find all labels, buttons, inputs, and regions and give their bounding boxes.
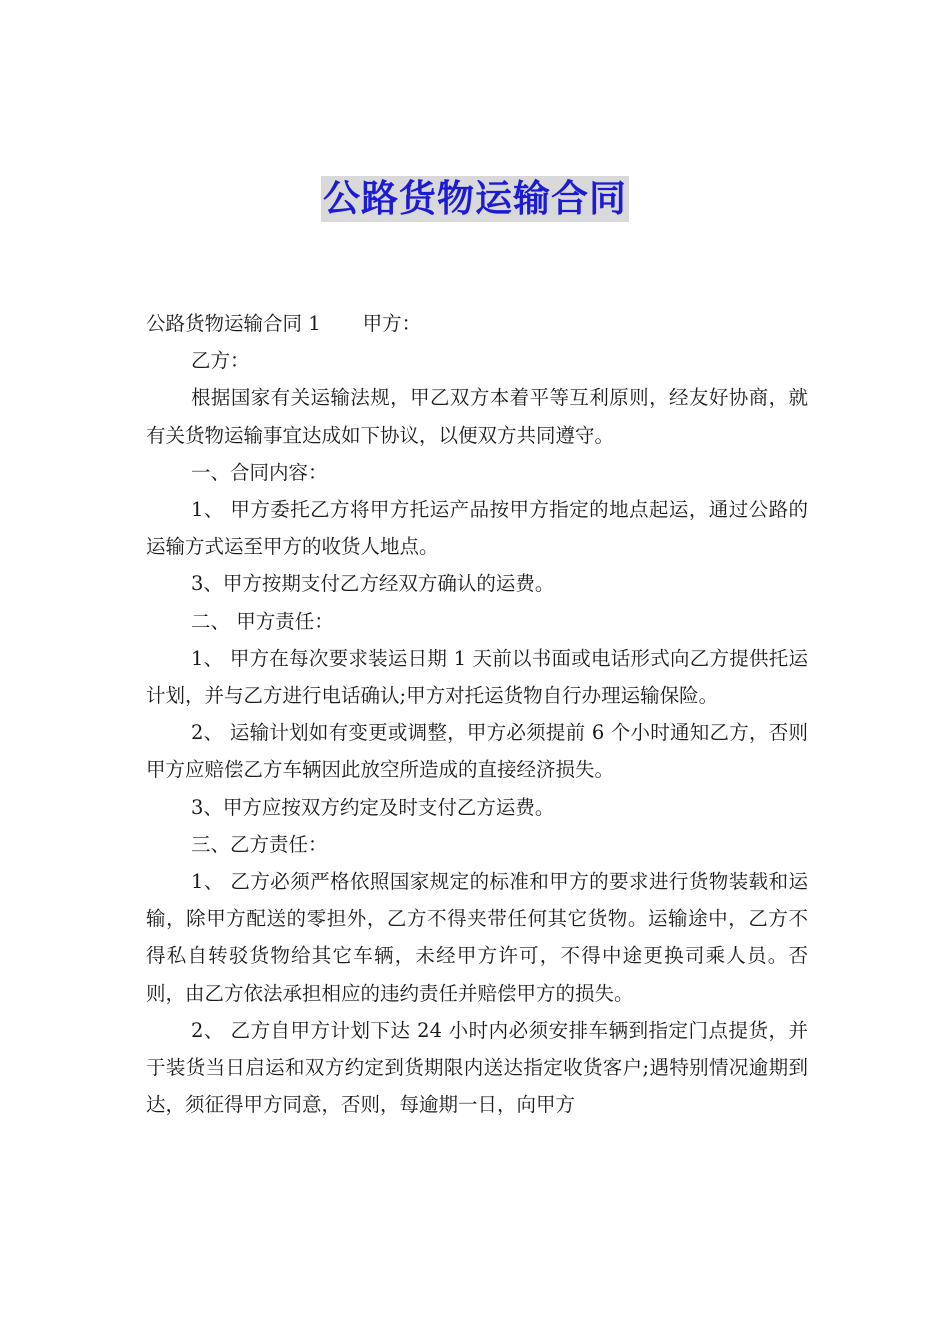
clause-paragraph: 2、 运输计划如有变更或调整，甲方必须提前 6 个小时通知乙方，否则甲方应赔偿乙方车辆因此放空所造成的直接经济损失。 — [146, 721, 808, 782]
clause-paragraph: 1、 乙方必须严格依照国家规定的标准和甲方的要求进行货物装载和运输，除甲方配送的零担外，乙方不得夹带任何其它货物。运输途中，乙方不得私自转驳货物给其它车辆，未经甲方许可，不得中途更换司乘人员。否则，由乙方依法承担相应的违约责任并赔偿甲方的损失。 — [146, 870, 808, 1005]
contract-number-label: 公路货物运输合同 1 — [146, 312, 321, 335]
party-b-label: 乙方： — [191, 349, 250, 373]
section-heading-party-b-duties: 三、乙方责任： — [191, 832, 328, 856]
section-heading-contract-content: 一、合同内容： — [191, 460, 328, 484]
header-line — [146, 305, 808, 342]
clause-paragraph: 2、 乙方自甲方计划下达 24 小时内必须安排车辆到指定门点提货，并于装货当日启运和双方约定到货期限内送达指定收货客户;遇特别情况逾期到达，须征得甲方同意，否则，每逾期一日，向甲方 — [146, 1018, 808, 1117]
document-body — [146, 305, 808, 1123]
clause-paragraph: 1、 甲方在每次要求装运日期 1 天前以书面或电话形式向乙方提供托运计划，并与乙方进行电话确认;甲方对托运货物自行办理运输保险。 — [146, 646, 808, 708]
party-a-label: 甲方： — [362, 312, 422, 335]
section-heading-party-a-duties: 二、 甲方责任： — [191, 609, 334, 633]
title-container — [0, 176, 950, 222]
clause-paragraph: 3、甲方按期支付乙方经双方确认的运费。 — [191, 572, 555, 596]
clause-paragraph: 1、 甲方委托乙方将甲方托运产品按甲方指定的地点起运，通过公路的运输方式运至甲方的收货人地点。 — [146, 498, 808, 559]
preamble-paragraph: 根据国家有关运输法规，甲乙双方本着平等互利原则，经友好协商，就有关货物运输事宜达成如下协议，以便双方共同遵守。 — [146, 386, 808, 447]
document-title: 公路货物运输合同 — [323, 177, 627, 220]
clause-paragraph: 3、甲方应按双方约定及时支付乙方运费。 — [191, 795, 555, 819]
